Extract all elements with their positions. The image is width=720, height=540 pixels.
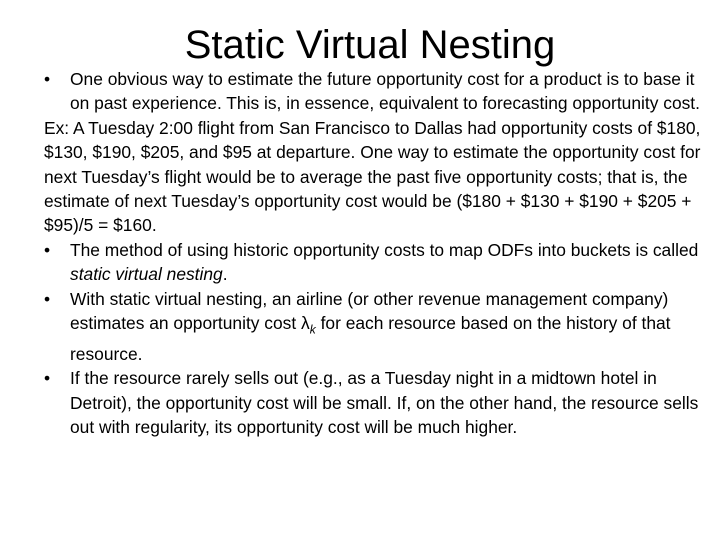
bullet-item [44, 366, 710, 439]
slide-body [44, 67, 710, 440]
bullet-marker: • [44, 288, 51, 309]
bullet-text [70, 240, 698, 284]
bullet-text-part: The method of using historic opportunity costs to map ODFs into buckets is called [70, 239, 699, 260]
slide-title: Static Virtual Nesting [184, 23, 556, 67]
bullet-text-part: for each resource based on the history of that resource. [70, 313, 671, 364]
bullet-marker: • [44, 239, 51, 260]
bullet-text: One obvious way to estimate the future opportunity cost for a product is to base it on past experience. This is, in essence, equivalent to forecasting opportunity cost. [70, 69, 700, 114]
bullet-text-part: With static virtual nesting, an airline (or other revenue management company) estimates an opportunity cost λ [70, 288, 669, 334]
bullet-item [44, 238, 710, 287]
example-paragraph: Ex: A Tuesday 2:00 flight from San Francisco to Dallas had opportunity costs of $180, $130, $190, $205, and $95 at departure. One way to estimate the opportunity cost for next Tuesday’s flight would be to average the past five opportunity costs; that is, the estimate of next Tuesday’s opportunity cost would be ($180 + $130 + $190 + $205 + $95)/5 = $160. [44, 117, 701, 236]
bullet-item [44, 67, 710, 116]
bullet-marker: • [44, 69, 51, 89]
bullet-text: If the resource rarely sells out (e.g., as a Tuesday night in a midtown hotel in Detroit), the opportunity cost will be small. If, on the other hand, the resource sells out with regularity, its opportunity cost will be much higher. [70, 368, 699, 438]
emphasized-term: static virtual nesting [70, 264, 223, 285]
bullet-text-part: . [222, 264, 228, 285]
bullet-marker: • [44, 368, 51, 389]
bullet-item [44, 287, 710, 367]
subscript-k: k [309, 322, 316, 337]
bullet-text [70, 289, 671, 364]
